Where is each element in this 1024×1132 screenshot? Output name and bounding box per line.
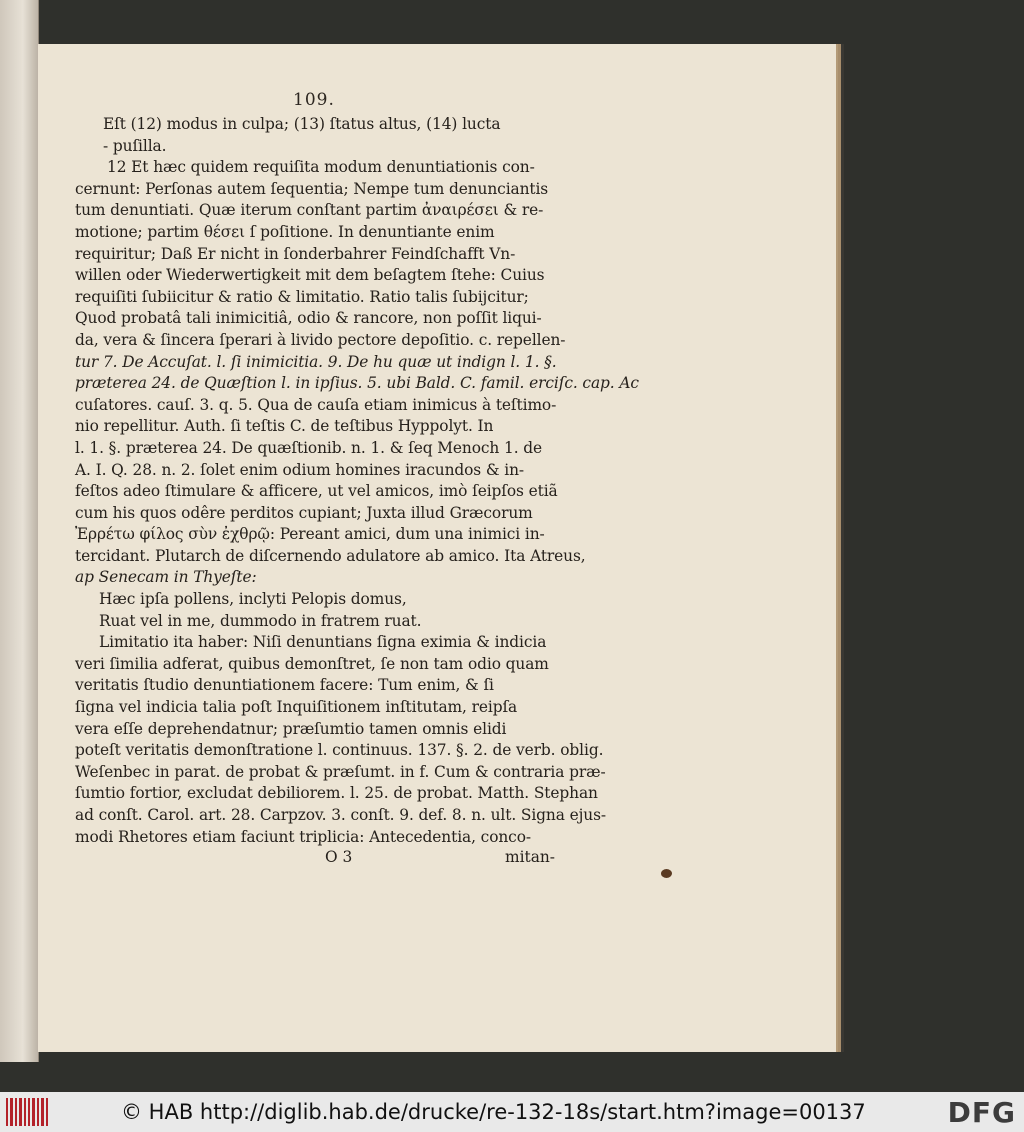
text-line: tercidant. Plutarch de diſcernendo adulatore ab amico. Ita Atreus, xyxy=(75,546,586,565)
hab-logo-icon xyxy=(6,1098,48,1126)
text-line: Quod probatâ tali inimicitiâ, odio & rancore, non poſſit liqui- xyxy=(75,309,542,328)
verse-line: Hæc ipſa pollens, inclyti Pelopis domus, xyxy=(99,590,407,609)
text-line: cum his quos odêre perditos cupiant; Juxta illud Græcorum xyxy=(75,503,533,522)
catchword: mitan- xyxy=(505,848,555,866)
catchline xyxy=(325,848,555,866)
text-line: tum denuntiati. Quæ iterum conſtant partim ἀναιρέσει & re- xyxy=(75,201,544,220)
text-line: poteſt veritatis demonſtratione l. continuus. 137. §. 2. de verb. oblig. xyxy=(75,741,604,760)
viewer-footer xyxy=(0,1092,1024,1132)
text-line: veri ſimilia adferat, quibus demonſtret, ſe non tam odio quam xyxy=(75,654,549,673)
text-line: Limitatio ita haber: Niſi denuntians ſigna eximia & indicia xyxy=(99,633,547,652)
text-line: da, vera & ſincera ſperari à livido pectore depoſitio. c. repellen- xyxy=(75,330,566,349)
text-line: nio repellitur. Auth. ſi teſtis C. de teſtibus Hyppolyt. In xyxy=(75,417,494,436)
text-line: requiſiti ſubiicitur & ratio & limitatio. Ratio talis ſubijcitur; xyxy=(75,287,529,306)
copyright-link[interactable]: © HAB http://diglib.hab.de/drucke/re-132-18s/start.htm?image=00137 xyxy=(121,1100,866,1124)
text-line: 12 Et hæc quidem requiſita modum denuntiationis con- xyxy=(107,158,535,177)
text-line: præterea 24. de Quæſtion l. in ipſius. 5. ubi Bald. C. famil. erciſc. cap. Ac xyxy=(75,374,639,393)
text-line: - puſilla. xyxy=(103,136,167,155)
text-line: requiritur; Daß Er nicht in ſonderbahrer Feindſchafft Vn- xyxy=(75,244,516,263)
text-line: modi Rhetores etiam faciunt triplicia: Antecedentia, conco- xyxy=(75,827,531,846)
text-line: ſigna vel indicia talia poſt Inquiſitionem inſtitutam, reipſa xyxy=(75,698,518,717)
adjacent-page-edge xyxy=(0,0,39,1062)
page-text xyxy=(75,114,639,848)
text-line: willen oder Wiederwertigkeit mit dem beſagtem ſtehe: Cuius xyxy=(75,266,545,285)
text-line: vera eſſe deprehendatnur; præſumtio tamen omnis elidi xyxy=(75,719,507,738)
ink-stain xyxy=(661,869,672,878)
text-line: feſtos adeo ſtimulare & afficere, ut vel amicos, imò ſeipſos etiã xyxy=(75,482,558,501)
text-line: tur 7. De Accuſat. l. ſi inimicitia. 9. De hu quæ ut indign l. 1. §. xyxy=(75,352,557,371)
text-line: Eſt (12) modus in culpa; (13) ſtatus altus, (14) lucta xyxy=(103,115,501,133)
text-line: veritatis ſtudio denuntiationem facere: Tum enim, & ſi xyxy=(75,676,494,695)
verse-line: Ruat vel in me, dummodo in fratrem ruat. xyxy=(99,611,422,630)
text-line: l. 1. §. præterea 24. De quæſtionib. n. 1. & ſeq Menoch 1. de xyxy=(75,438,543,457)
signature-mark: O 3 xyxy=(325,848,353,866)
text-line: ad conſt. Carol. art. 28. Carpzov. 3. conſt. 9. def. 8. n. ult. Signa ejus- xyxy=(75,806,606,824)
text-line: cernunt: Perſonas autem ſequentia; Nempe tum denunciantis xyxy=(75,179,549,198)
text-line: A. I. Q. 28. n. 2. ſolet enim odium homines iracundos & in- xyxy=(75,460,525,479)
dfg-logo: DFG xyxy=(947,1096,1016,1129)
text-line: Weſenbec in parat. de probat & præſumt. in f. Cum & contraria præ- xyxy=(75,762,606,781)
text-line: ap Senecam in Thyeſte: xyxy=(75,568,257,587)
text-line: cuſatores. cauſ. 3. q. 5. Qua de cauſa etiam inimicus à teſtimo- xyxy=(75,395,557,414)
page-number: 109. xyxy=(293,90,335,110)
text-line: Ἐρρέτω φίλος σὺν ἐχθρῷ: Pereant amici, dum una inimici in- xyxy=(75,525,545,544)
text-line: ſumtio fortior, excludat debiliorem. l. 25. de probat. Matth. Stephan xyxy=(75,784,598,803)
text-line: motione; partim θέσει ſ poſitione. In denuntiante enim xyxy=(75,222,495,241)
